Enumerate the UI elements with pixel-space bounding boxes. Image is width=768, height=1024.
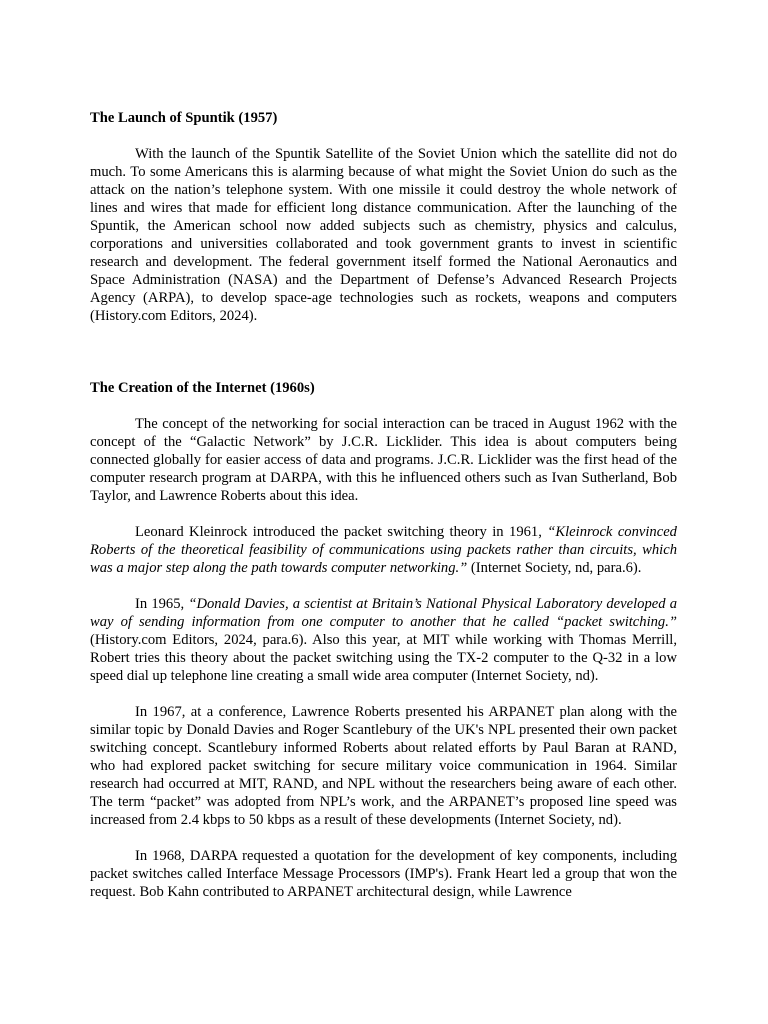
paragraph [90,847,677,901]
paragraph-text: With the launch of the Spuntik Satellite of the Soviet Union which the satellite did not do much. To some Americans this is alarming because of what might the Soviet Union do such as the attack on the nation’s telephone system. With one missile it could destroy the whole network of lines and wires that made for efficient long distance communication. After the launching of the Spuntik, the American school now added subjects such as chemistry, physics and calculus, corporations and universities collaborated and took government grants to invest in scientific research and development. The federal government itself formed the National Aeronautics and Space Administration (NASA) and the Department of Defense’s Advanced Research Projects Agency (ARPA), to develop space-age technologies such as rockets, weapons and computers (History.com Editors, 2024). [90,146,677,324]
quote-text: “Donald Davies, a scientist at Britain’s National Physical Laboratory developed a way of sending information from one computer to another that he called “packet switching.” [90,596,677,630]
paragraph-text: In 1965, [135,596,189,612]
paragraph [90,145,677,325]
quote-text: “Kleinrock convinced Roberts of the theoretical feasibility of communications using packets rather than circuits, which was a major step along the path towards computer networking.” [90,524,677,576]
paragraph-text: Leonard Kleinrock introduced the packet switching theory in 1961, [135,524,548,540]
section-heading: The Creation of the Internet (1960s) [90,380,315,396]
section-heading: The Launch of Spuntik (1957) [90,110,278,126]
citation-text: (History.com Editors, 2024, para.6). Also this year, at MIT while working with Thomas Merrill, Robert tries this theory about the packet switching using the TX-2 computer to the Q-32 in a low speed dial up telephone line creating a small wide area computer (Internet Society, nd). [90,632,677,684]
paragraph [90,523,677,577]
section-spacer [90,343,677,379]
paragraph [90,703,677,829]
section-launch-of-spuntik [90,109,677,325]
citation-text: (Internet Society, nd, para.6). [467,560,642,576]
paragraph-text: In 1967, at a conference, Lawrence Roberts presented his ARPANET plan along with the similar topic by Donald Davies and Roger Scantlebury of the UK's NPL presented their own packet switching concept. Scantlebury informed Roberts about related efforts by Paul Baran at RAND, who had explored packet switching for secure military voice communication in 1964. Similar research had occurred at MIT, RAND, and NPL without the researchers being aware of each other. The term “packet” was adopted from NPL’s work, and the ARPANET’s proposed line speed was increased from 2.4 kbps to 50 kbps as a result of these developments (Internet Society, nd). [90,704,677,828]
document-body [90,109,677,919]
section-creation-of-internet [90,379,677,901]
paragraph [90,595,677,685]
paragraph [90,415,677,505]
paragraph-text: The concept of the networking for social interaction can be traced in August 1962 with the concept of the “Galactic Network” by J.C.R. Licklider. This idea is about computers being connected globally for easier access of data and programs. J.C.R. Licklider was the first head of the computer research program at DARPA, with this he influenced others such as Ivan Sutherland, Bob Taylor, and Lawrence Roberts about this idea. [90,416,677,504]
paragraph-text: In 1968, DARPA requested a quotation for the development of key components, including packet switches called Interface Message Processors (IMP's). Frank Heart led a group that won the request. Bob Kahn contributed to ARPANET architectural design, while Lawrence [90,848,677,900]
